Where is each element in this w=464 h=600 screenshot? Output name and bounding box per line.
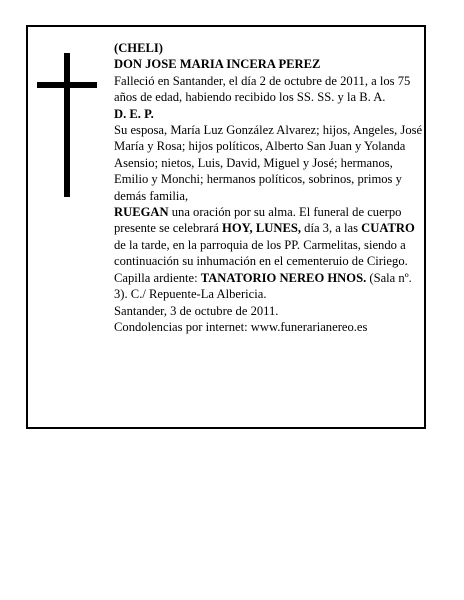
date-line: Santander, 3 de octubre de 2011.	[114, 303, 279, 318]
dep-line: D. E. P.	[114, 106, 154, 121]
obituary-text	[114, 40, 423, 335]
chapel-name: TANATORIO NEREO HNOS.	[200, 270, 367, 285]
funeral-day: HOY, LUNES,	[222, 221, 301, 236]
death-announcement: Falleció en Santander, el día 2 de octubre de 2011, a los 75 años de edad, habiendo recibido los SS. SS. y la B. A.	[114, 73, 411, 105]
funeral-paragraph: RUEGAN una oración por su alma. El funeral de cuerpo presente se celebrará HOY, LUNES, día 3, a las CUATRO de la tarde, en la parroquia de los PP. Carmelitas, siendo a continuación su inhumación en el cementeruio de Ciriego.	[114, 205, 415, 269]
cross-horizontal-bar	[37, 82, 97, 88]
nickname: (CHELI)	[114, 41, 163, 55]
cross-vertical-bar	[64, 53, 70, 197]
deceased-name: DON JOSE MARIA INCERA PEREZ	[114, 57, 321, 72]
ruegan-text: RUEGAN	[114, 205, 169, 220]
cross-icon	[37, 53, 97, 197]
funeral-time: CUATRO	[361, 221, 415, 236]
family-paragraph: Su esposa, María Luz González Alvarez; hijos, Angeles, José María y Rosa; hijos políticos, Alberto San Juan y Yolanda Asensio; nietos, Luis, David, Miguel y José; hermanos, Emilio y Monchi; hermanos políticos, sobrinos, primos y demás familia,	[114, 123, 423, 203]
chapel-paragraph: Capilla ardiente: TANATORIO NEREO HNOS. (Sala nº. 3). C./ Repuente-La Albericia.	[114, 270, 412, 302]
condolences-line: Condolencias por internet: www.funerarianereo.es	[114, 319, 368, 334]
